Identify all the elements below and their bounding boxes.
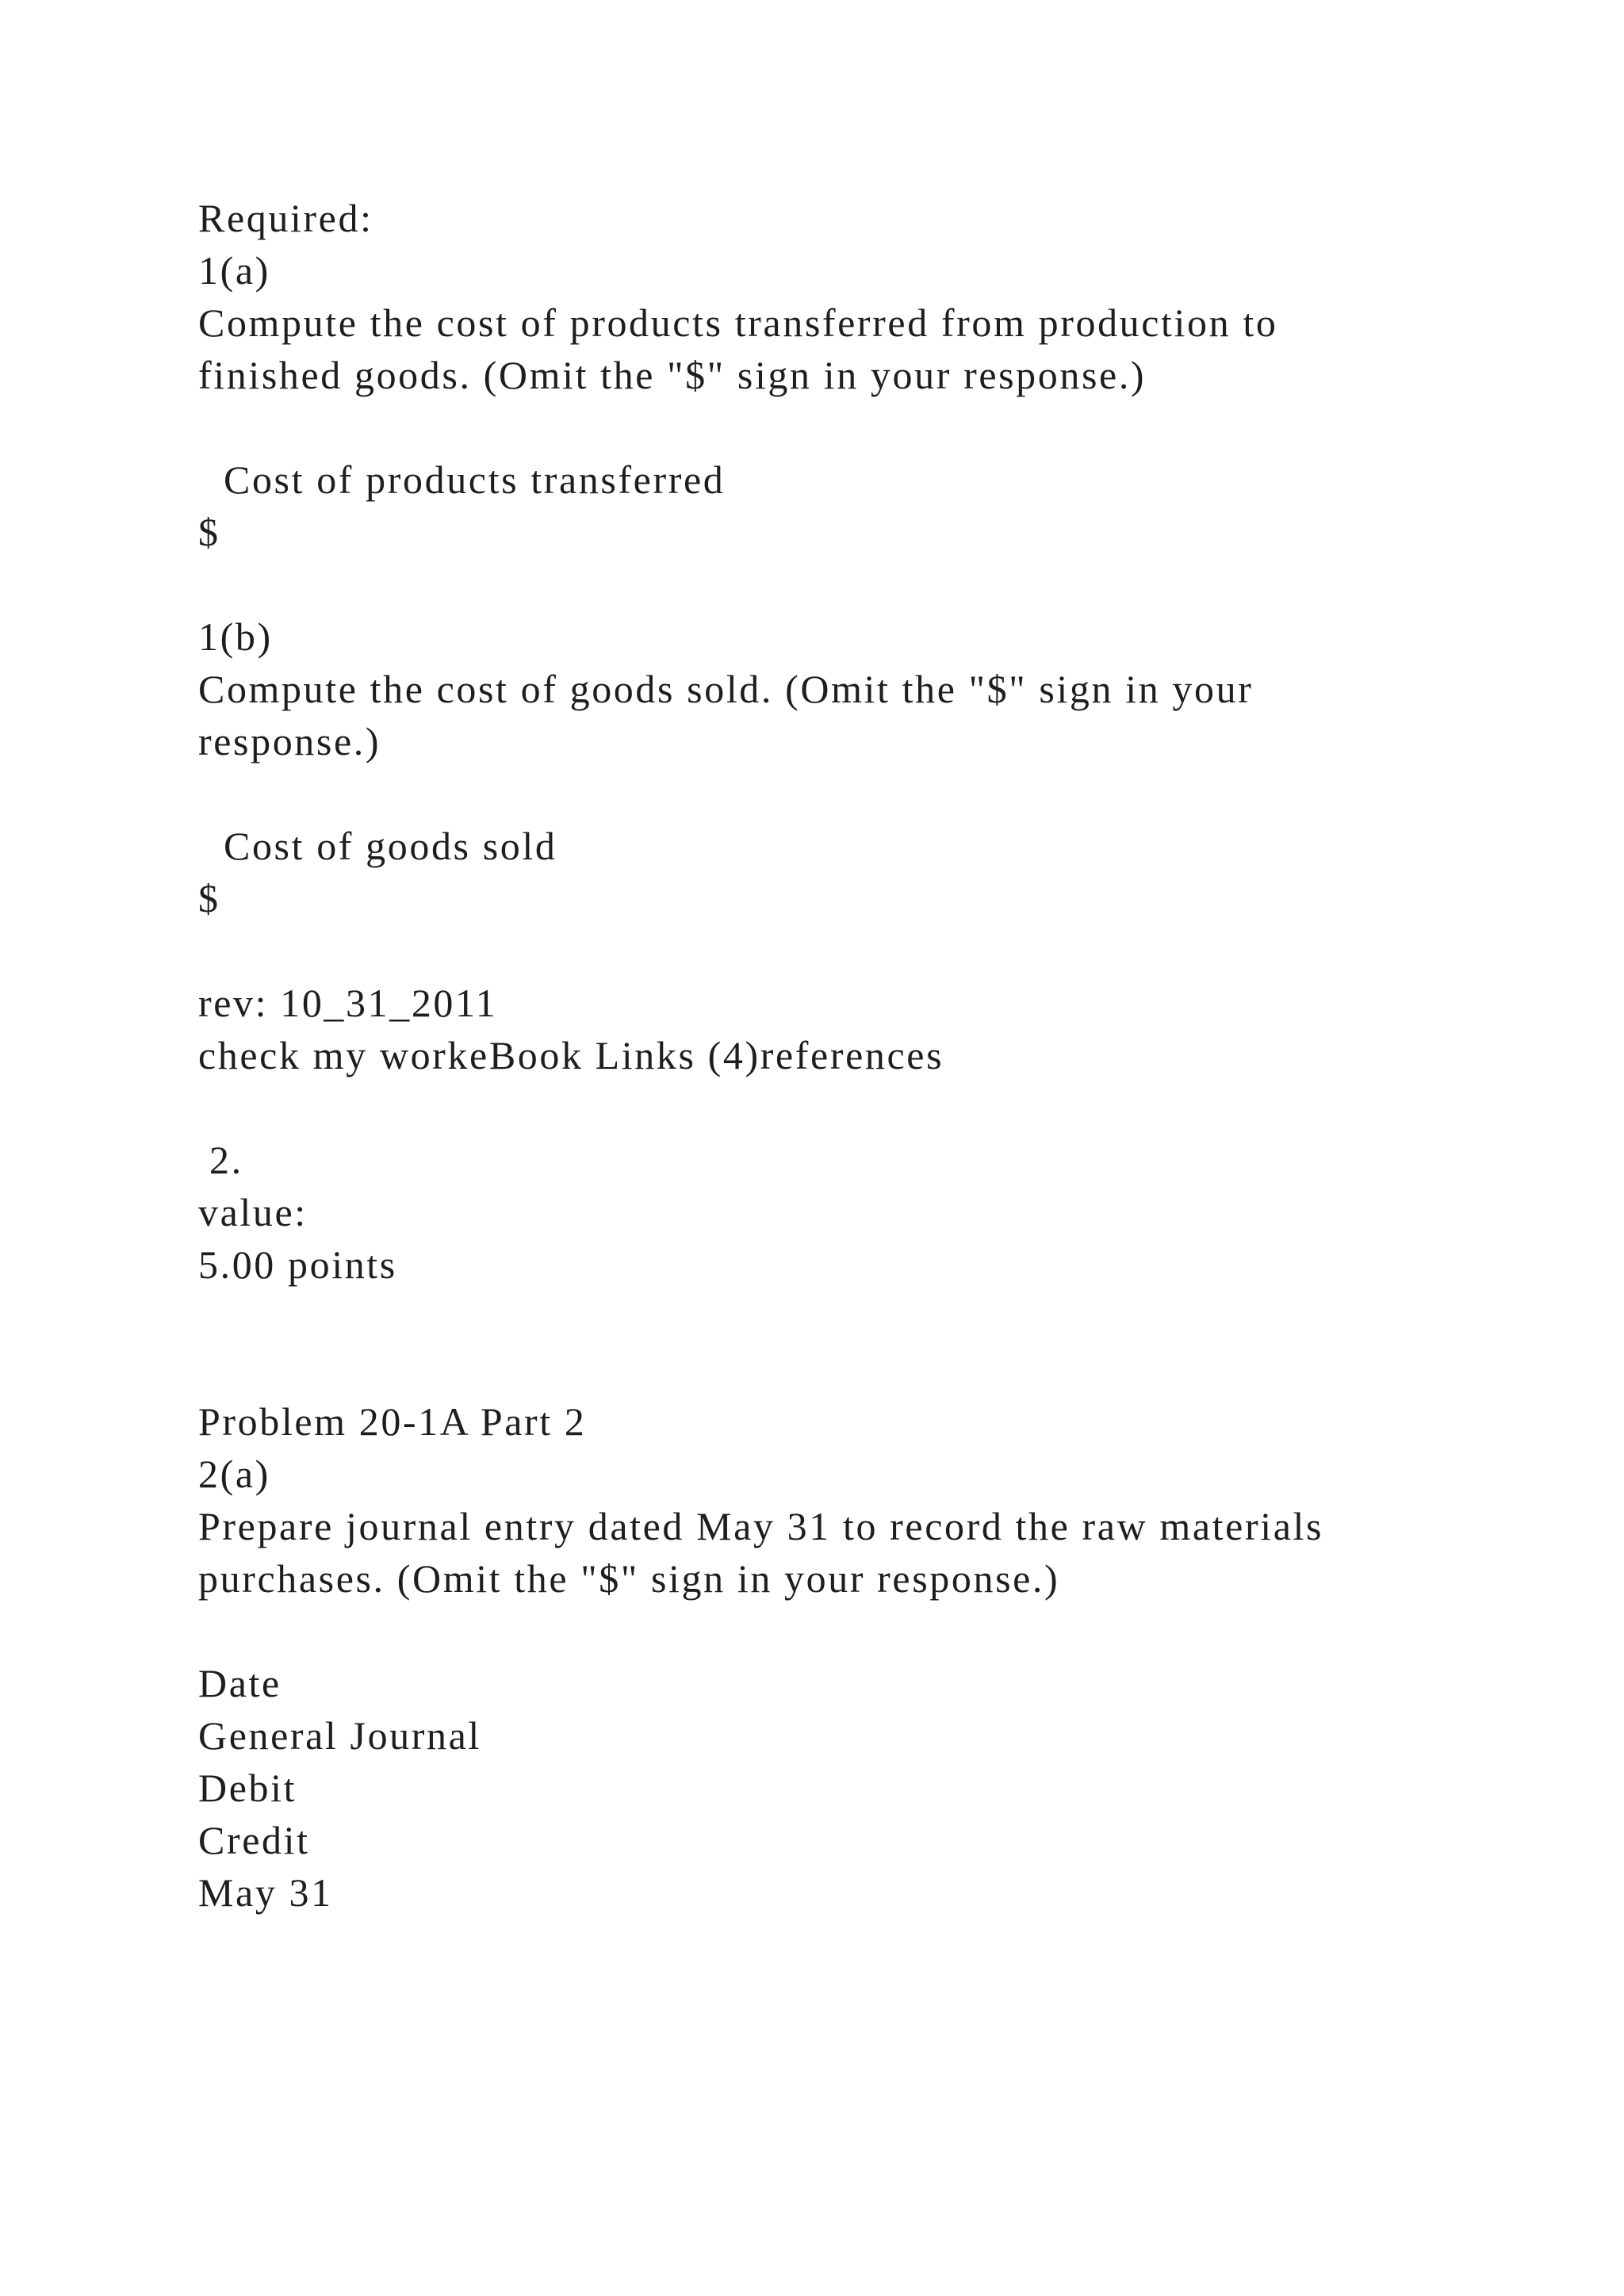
spacer [198, 1081, 1546, 1134]
spacer [198, 401, 1546, 453]
spacer [198, 558, 1546, 610]
spacer [198, 1291, 1546, 1395]
journal-col-credit: Credit [198, 1818, 310, 1862]
required-heading: Required: [198, 196, 373, 240]
revision-text: rev: 10_31_2011 [198, 981, 498, 1025]
part-2a-prompt-line1: Prepare journal entry dated May 31 to record the raw materials [198, 1504, 1324, 1548]
question-number: 2. [209, 1138, 243, 1182]
document-body [198, 192, 1546, 1919]
part-1a-prompt-line2: finished goods. (Omit the "$" sign in your response.) [198, 353, 1147, 397]
part-1b-prompt-line2: response.) [198, 719, 381, 763]
problem-title: Problem 20-1A Part 2 [198, 1399, 587, 1444]
points-value: 5.00 points [198, 1242, 397, 1287]
journal-col-date: Date [198, 1661, 282, 1705]
workbook-links[interactable]: check my workeBook Links (4)references [198, 1033, 944, 1077]
journal-col-debit: Debit [198, 1766, 297, 1810]
journal-col-general-journal: General Journal [198, 1713, 481, 1758]
spacer [198, 924, 1546, 977]
part-1b-prompt-line1: Compute the cost of goods sold. (Omit the "$" sign in your [198, 667, 1254, 711]
part-1a-label: 1(a) [198, 248, 270, 293]
cost-goods-sold-currency[interactable]: $ [198, 876, 220, 920]
part-2a-prompt-line2: purchases. (Omit the "$" sign in your response.) [198, 1556, 1060, 1601]
part-2a-label: 2(a) [198, 1452, 270, 1496]
cost-products-transferred-label: Cost of products transferred [224, 457, 726, 502]
spacer [198, 1605, 1546, 1657]
value-label: value: [198, 1190, 308, 1234]
journal-row-date: May 31 [198, 1870, 333, 1915]
spacer [198, 767, 1546, 820]
cost-products-transferred-currency[interactable]: $ [198, 510, 220, 554]
part-1a-prompt-line1: Compute the cost of products transferred from production to [198, 300, 1278, 345]
part-1b-label: 1(b) [198, 614, 273, 659]
cost-goods-sold-label: Cost of goods sold [224, 824, 557, 868]
